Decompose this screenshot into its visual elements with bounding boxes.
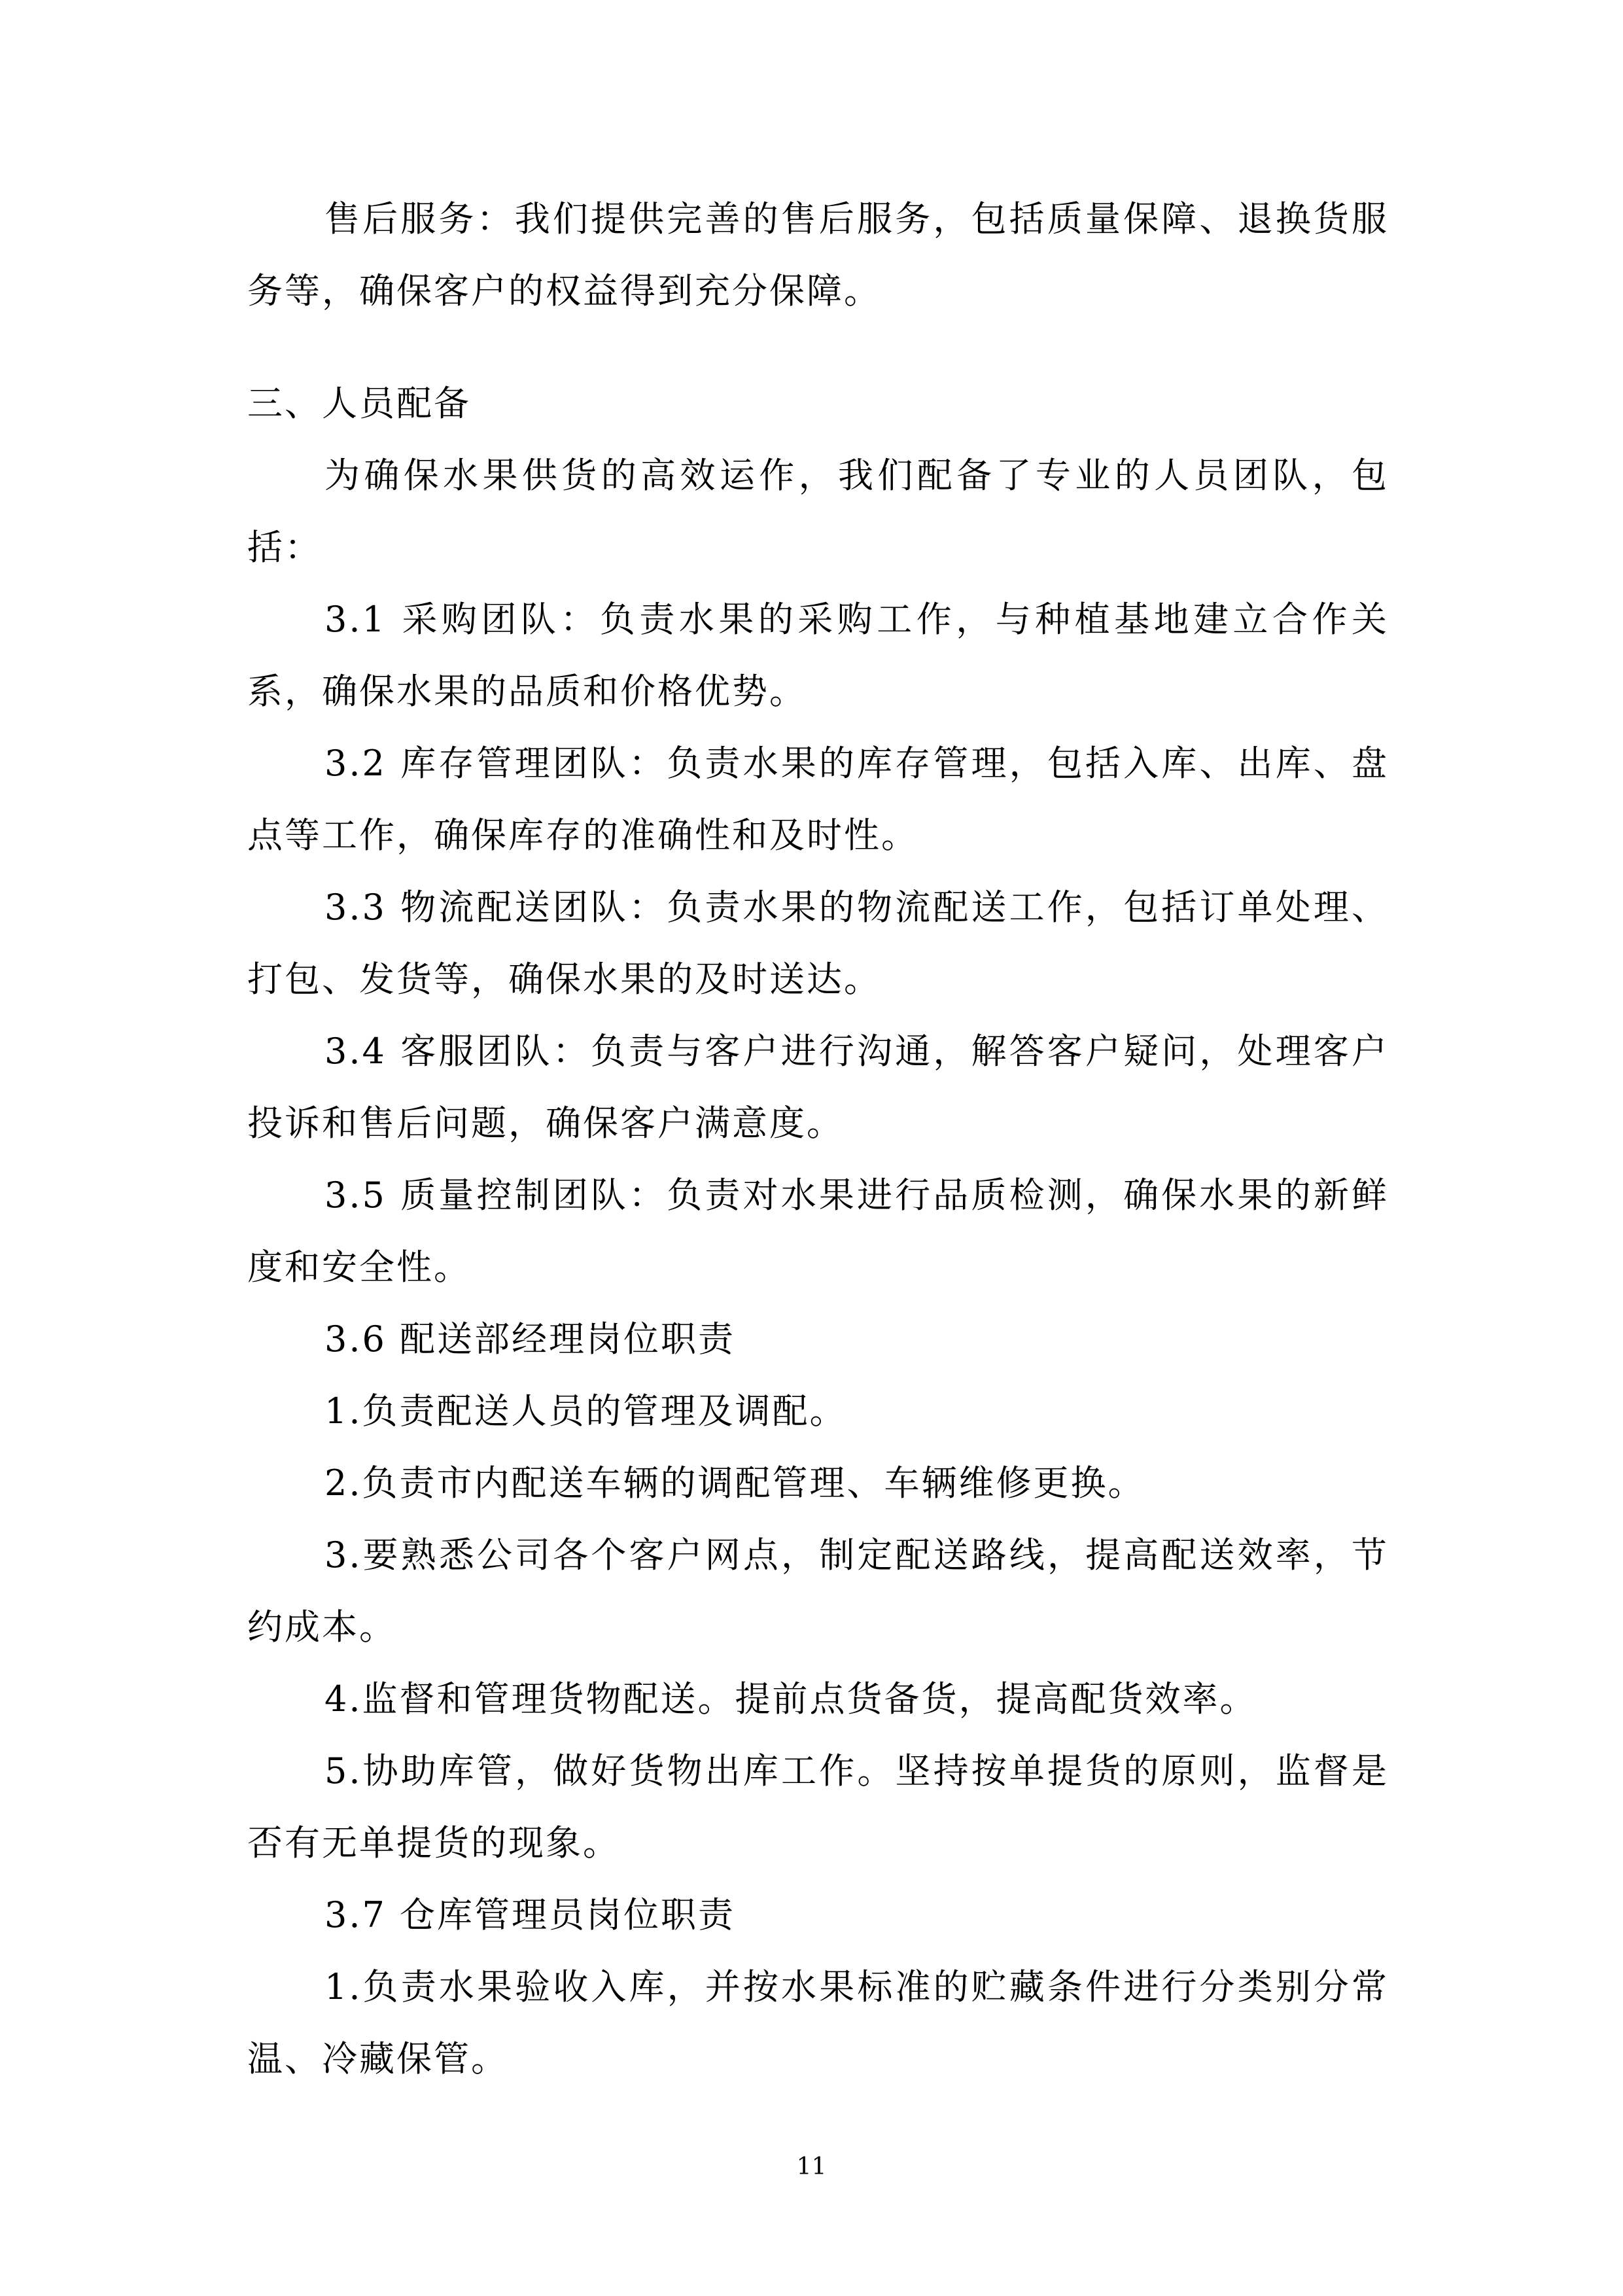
section-heading: 三、人员配备: [247, 383, 471, 424]
paragraph-intro: 为确保水果供货的高效运作，我们配备了专业的人员团队，包括：: [247, 455, 1389, 568]
paragraph-3-1: 3.1 采购团队：负责水果的采购工作，与种植基地建立合作关系，确保水果的品质和价格优势。: [247, 599, 1389, 712]
subheading-3-7: 3.7 仓库管理员岗位职责: [324, 1894, 736, 1935]
list-item-3-6-4: 4.监督和管理货物配送。提前点货备货，提高配货效率。: [324, 1678, 1257, 1720]
paragraph-3-3: 3.3 物流配送团队：负责水果的物流配送工作，包括订单处理、打包、发货等，确保水果的及时送达。: [247, 887, 1389, 1000]
list-item-3-6-5: 5.协助库管，做好货物出库工作。坚持按单提货的原则，监督是否有无单提货的现象。: [247, 1750, 1389, 1863]
page-number: 11: [796, 2153, 827, 2180]
list-item-3-6-2: 2.负责市内配送车辆的调配管理、车辆维修更换。: [324, 1462, 1145, 1504]
subheading-3-6: 3.6 配送部经理岗位职责: [324, 1318, 736, 1360]
list-item-3-6-1: 1.负责配送人员的管理及调配。: [324, 1390, 847, 1432]
paragraph-3-2: 3.2 库存管理团队：负责水果的库存管理，包括入库、出库、盘点等工作，确保库存的准确性和及时性。: [247, 743, 1389, 856]
document-body: [247, 183, 1389, 2095]
list-item-3-7-1: 1.负责水果验收入库，并按水果标准的贮藏条件进行分类别分常温、冷藏保管。: [247, 1966, 1389, 2079]
paragraph-3-5: 3.5 质量控制团队：负责对水果进行品质检测，确保水果的新鲜度和安全性。: [247, 1174, 1389, 1288]
list-item-3-6-3: 3.要熟悉公司各个客户网点，制定配送路线，提高配送效率，节约成本。: [247, 1534, 1389, 1648]
paragraph-3-4: 3.4 客服团队：负责与客户进行沟通，解答客户疑问，处理客户投诉和售后问题，确保客户满意度。: [247, 1031, 1389, 1144]
paragraph-after-sales: 售后服务：我们提供完善的售后服务，包括质量保障、退换货服务等，确保客户的权益得到充分保障。: [247, 198, 1389, 311]
